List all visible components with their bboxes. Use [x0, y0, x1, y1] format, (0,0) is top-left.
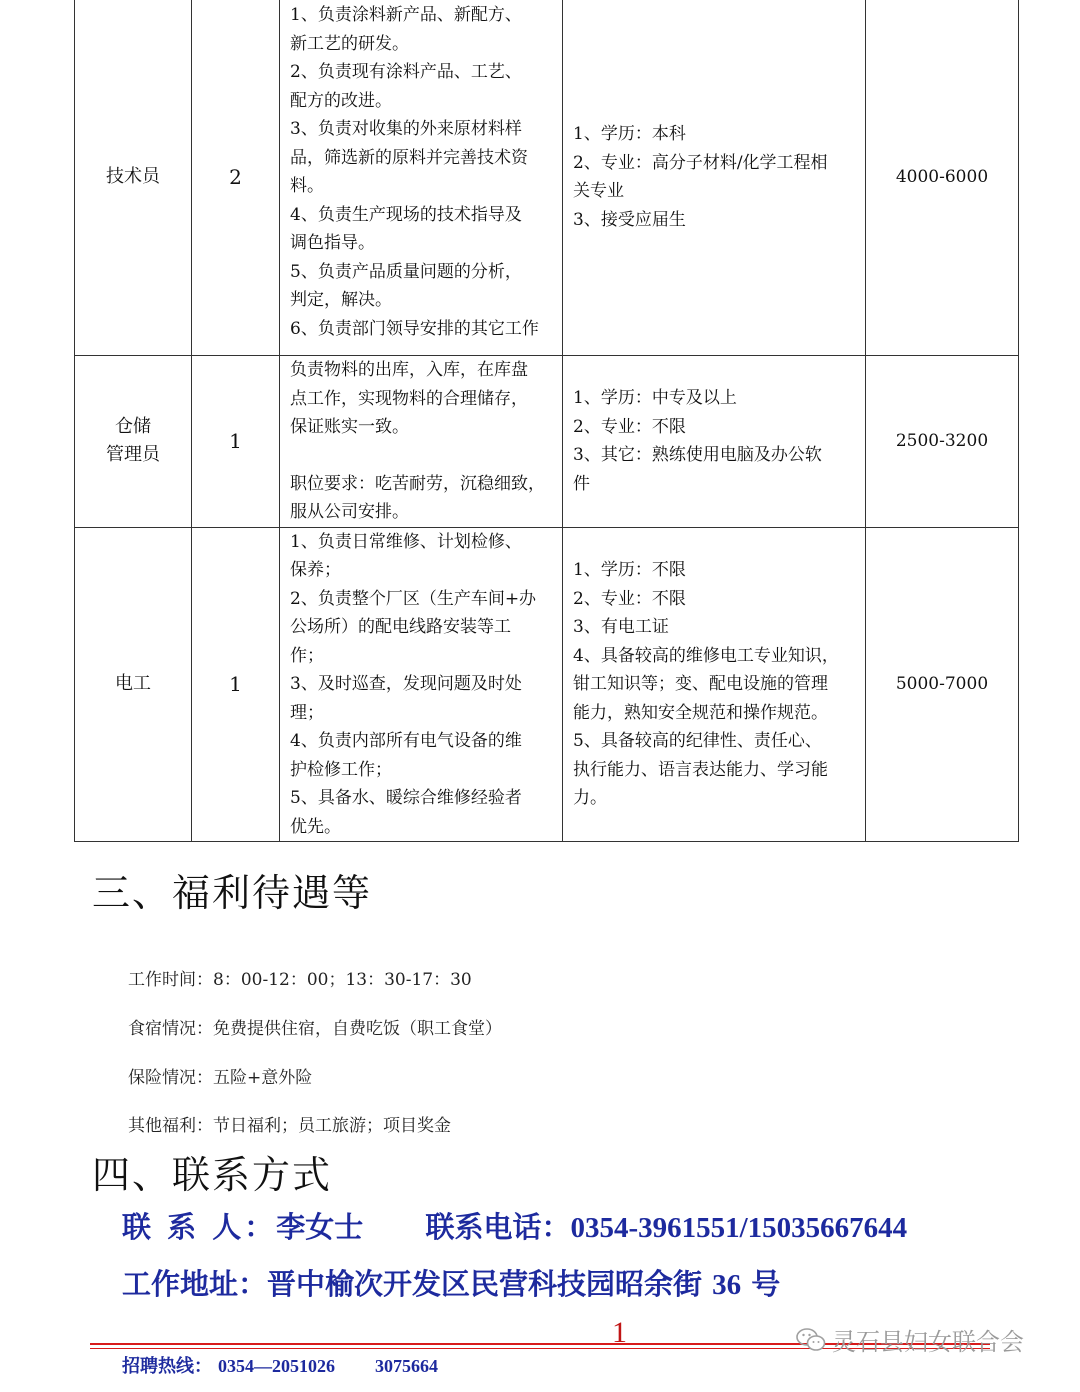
job-row-technician — [75, 0, 1019, 356]
requirement-line: 件 — [573, 473, 590, 494]
salary-cell — [866, 356, 1019, 528]
salary-cell — [866, 527, 1019, 842]
contact-line — [122, 1205, 907, 1246]
duties-cell — [280, 0, 563, 356]
duty-line: 6、负责部门领导安排的其它工作 — [290, 318, 539, 339]
duty-line: 优先。 — [290, 816, 341, 837]
benefit-accommodation: 食宿情况：免费提供住宿，自费吃饭（职工食堂） — [128, 1019, 502, 1039]
duty-line: 调色指导。 — [290, 233, 375, 253]
duty-line: 服从公司安排。 — [290, 502, 409, 522]
duty-line: 品，筛选新的原料并完善技术资 — [290, 147, 528, 168]
salary: 4000-6000 — [895, 167, 989, 187]
headcount-cell — [192, 0, 280, 356]
contact-phone[interactable]: 0354-3961551/15035667644 — [570, 1212, 908, 1244]
watermark — [796, 1322, 1024, 1357]
address-text: 晋中榆次开发区民营科技园昭余街 — [267, 1267, 703, 1301]
headcount: 2 — [229, 165, 242, 189]
headcount-cell — [192, 356, 280, 528]
duty-gap — [290, 442, 556, 470]
contact-phone-label: 联系电话： — [425, 1210, 571, 1244]
requirement-line: 1、学历：不限 — [573, 560, 686, 580]
position-cell — [75, 527, 192, 842]
headcount: 1 — [229, 672, 242, 697]
duty-line: 5、具备水、暖综合维修经验者 — [290, 788, 522, 808]
contact-person-name: 李女士 — [276, 1210, 364, 1244]
duty-line: 4、负责生产现场的技术指导及 — [290, 204, 522, 225]
address-label: 工作地址： — [122, 1267, 268, 1301]
benefit-insurance: 保险情况：五险+意外险 — [128, 1068, 313, 1088]
duty-line: 作； — [290, 645, 324, 666]
benefit-other: 其他福利：节日福利；员工旅游；项目奖金 — [128, 1116, 451, 1136]
hotline — [122, 1352, 438, 1378]
duty-line: 1、负责涂料新产品、新配方、 — [290, 5, 522, 25]
requirement-line: 钳工知识等；变、配电设施的管理 — [573, 674, 828, 694]
requirement-line: 5、具备较高的纪律性、责任心、 — [573, 731, 822, 751]
requirement-line: 能力，熟知安全规范和操作规范。 — [573, 702, 828, 723]
address-line — [122, 1262, 780, 1303]
headcount-cell — [192, 527, 280, 842]
watermark-text: 灵石县妇女联合会 — [832, 1328, 1024, 1356]
benefit-work-hours: 工作时间：8：00-12：00；13：30-17：30 — [128, 970, 472, 990]
job-row-electrician — [75, 527, 1019, 842]
requirement-line: 执行能力、语言表达能力、学习能 — [573, 759, 828, 780]
requirement-line: 3、其它：熟练使用电脑及办公软 — [573, 445, 822, 466]
duty-line: 4、负责内部所有电气设备的维 — [290, 731, 522, 751]
requirements-cell — [563, 356, 866, 528]
job-row-warehouse — [75, 356, 1019, 528]
position-cell — [75, 0, 192, 356]
requirement-line: 1、学历：本科 — [573, 124, 686, 144]
duty-line: 2、负责现有涂料产品、工艺、 — [290, 62, 522, 82]
duties-cell — [280, 527, 563, 842]
position-name: 电工 — [115, 673, 151, 695]
headcount: 1 — [229, 429, 242, 454]
requirements-cell — [563, 527, 866, 842]
duty-line: 公场所）的配电线路安装等工 — [290, 617, 511, 637]
requirement-line: 关专业 — [573, 181, 624, 201]
address-suffix: 号 — [751, 1267, 781, 1301]
salary: 5000-7000 — [895, 674, 989, 695]
page-number: 1 — [612, 1316, 627, 1349]
address-number: 36 — [712, 1269, 742, 1301]
position-name: 仓储 — [115, 416, 151, 438]
duty-line: 保证账实一致。 — [290, 417, 409, 437]
hotline-label: 招聘热线： — [122, 1356, 212, 1377]
hotline-number-1[interactable]: 0354—2051026 — [218, 1356, 335, 1376]
requirement-line: 3、有电工证 — [573, 617, 669, 637]
duty-line: 护检修工作； — [290, 759, 392, 780]
section-title-contact: 四、联系方式 — [92, 1153, 333, 1197]
duty-line: 1、负责日常维修、计划检修、 — [290, 531, 522, 552]
requirement-line: 3、接受应届生 — [573, 209, 686, 230]
position-cell — [75, 356, 192, 528]
duty-line: 配方的改进。 — [290, 90, 392, 111]
duty-line: 新工艺的研发。 — [290, 33, 409, 54]
duty-line: 5、负责产品质量问题的分析， — [290, 261, 522, 282]
requirement-line: 力。 — [573, 788, 607, 808]
requirements-cell — [563, 0, 866, 356]
requirement-line: 4、具备较高的维修电工专业知识， — [573, 645, 839, 666]
job-table — [74, 0, 1019, 842]
duty-line: 料。 — [290, 176, 324, 196]
requirement-line: 2、专业：高分子材料/化学工程相 — [573, 152, 828, 173]
position-name: 技术员 — [106, 166, 160, 187]
position-name: 管理员 — [106, 444, 160, 466]
duty-line: 2、负责整个厂区（生产车间+办 — [290, 588, 537, 609]
duty-line: 理； — [290, 702, 324, 723]
duty-line: 点工作，实现物料的合理储存， — [290, 388, 528, 409]
section-title-benefits: 三、福利待遇等 — [92, 871, 373, 915]
salary-cell — [866, 0, 1019, 356]
requirement-line: 2、专业：不限 — [573, 588, 686, 609]
requirement-line: 1、学历：中专及以上 — [573, 388, 737, 409]
duty-line: 保养； — [290, 560, 341, 580]
duty-line: 负责物料的出库，入库，在库盘 — [290, 360, 528, 380]
duty-line: 3、负责对收集的外来原材料样 — [290, 119, 522, 139]
contact-person-label: 联 系 人： — [122, 1210, 277, 1244]
salary: 2500-3200 — [895, 431, 989, 452]
hotline-number-2[interactable]: 3075664 — [375, 1356, 438, 1376]
duty-line: 职位要求：吃苦耐劳，沉稳细致， — [290, 473, 545, 494]
duties-cell — [280, 356, 563, 528]
duty-line: 判定，解决。 — [290, 290, 392, 310]
duty-line: 3、及时巡查，发现问题及时处 — [290, 674, 522, 694]
wechat-icon — [796, 1327, 826, 1353]
requirement-line: 2、专业：不限 — [573, 416, 686, 437]
